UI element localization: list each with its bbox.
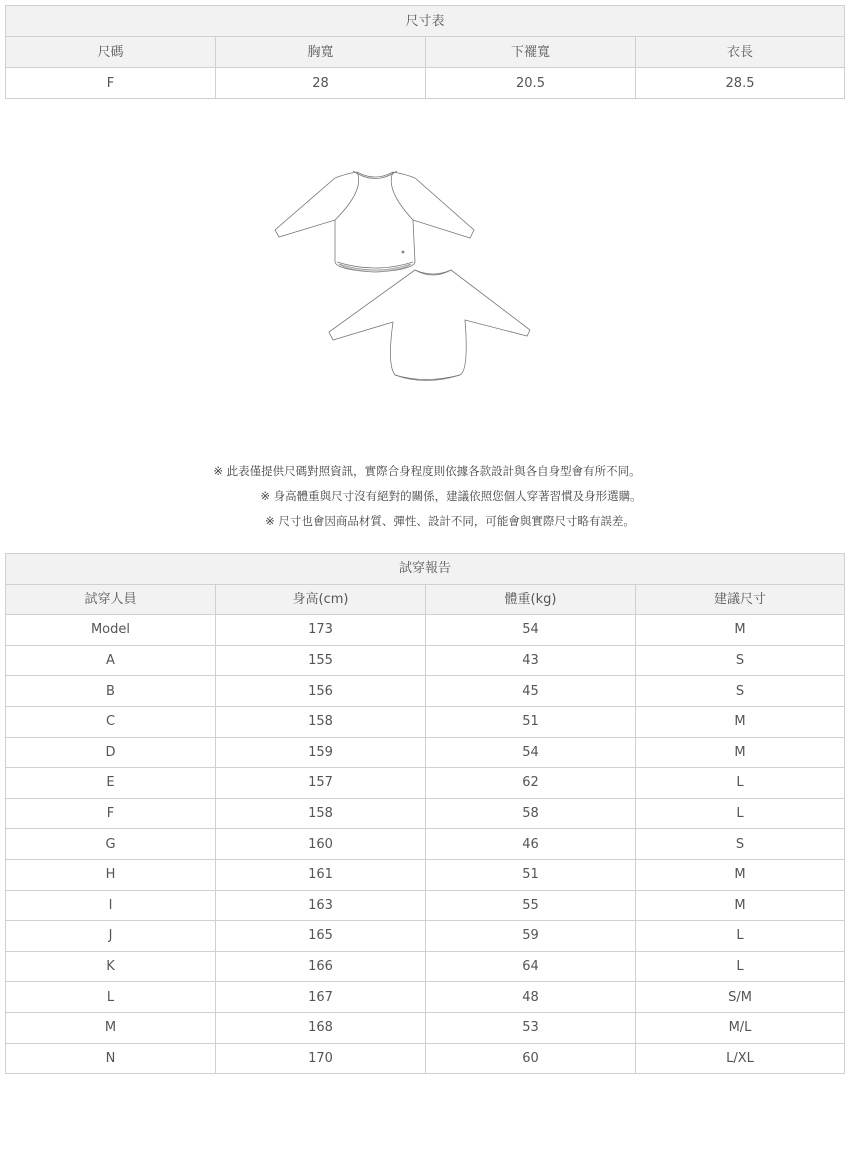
weight-cell: 51: [426, 706, 636, 737]
height-cell: 156: [216, 676, 426, 707]
suggested-size-cell: M: [636, 706, 845, 737]
weight-cell: 54: [426, 615, 636, 646]
weight-cell: 43: [426, 645, 636, 676]
size-cell: F: [6, 68, 216, 99]
weight-cell: 62: [426, 768, 636, 799]
table-row: [6, 676, 845, 707]
suggested-size-cell: M: [636, 859, 845, 890]
height-cell: 167: [216, 982, 426, 1013]
tester-name-cell: A: [6, 645, 216, 676]
weight-cell: 54: [426, 737, 636, 768]
table-row: [6, 706, 845, 737]
suggested-size-cell: S: [636, 829, 845, 860]
suggested-size-cell: L: [636, 768, 845, 799]
tester-name-cell: L: [6, 982, 216, 1013]
note-line: ※ 身高體重與尺寸沒有絕對的關係，建議依照您個人穿著習慣及身形選購。: [260, 489, 642, 503]
chest-width-cell: 28: [216, 68, 426, 99]
front-garment-sketch: [275, 171, 474, 272]
tester-name-cell: C: [6, 706, 216, 737]
height-cell: 155: [216, 645, 426, 676]
tester-name-cell: Model: [6, 615, 216, 646]
length-cell: 28.5: [636, 68, 845, 99]
weight-cell: 59: [426, 921, 636, 952]
height-cell: 159: [216, 737, 426, 768]
table-row: [6, 859, 845, 890]
suggested-size-cell: S: [636, 676, 845, 707]
tester-name-cell: B: [6, 676, 216, 707]
height-cell: 157: [216, 768, 426, 799]
table-row: [6, 68, 845, 99]
weight-cell: 48: [426, 982, 636, 1013]
tester-name-cell: K: [6, 951, 216, 982]
tester-name-cell: M: [6, 1012, 216, 1043]
weight-cell: 45: [426, 676, 636, 707]
suggested-size-cell: S: [636, 645, 845, 676]
suggested-size-cell: L/XL: [636, 1043, 845, 1074]
fitting-report-title: 試穿報告: [6, 554, 845, 585]
size-chart-title: 尺寸表: [6, 6, 845, 37]
tester-name-cell: F: [6, 798, 216, 829]
height-cell: 166: [216, 951, 426, 982]
fitting-report-header: 試穿人員: [6, 584, 216, 615]
table-row: [6, 768, 845, 799]
height-cell: 161: [216, 859, 426, 890]
height-cell: 170: [216, 1043, 426, 1074]
fitting-report-body: [6, 615, 845, 1074]
garment-sketch-image: [265, 150, 545, 390]
suggested-size-cell: L: [636, 951, 845, 982]
table-row: [6, 890, 845, 921]
fitting-report-title-row: [6, 554, 845, 585]
weight-cell: 60: [426, 1043, 636, 1074]
size-chart-header: 下襬寬: [426, 37, 636, 68]
weight-cell: 55: [426, 890, 636, 921]
tester-name-cell: E: [6, 768, 216, 799]
height-cell: 168: [216, 1012, 426, 1043]
size-chart-header-row: [6, 37, 845, 68]
height-cell: 173: [216, 615, 426, 646]
suggested-size-cell: L: [636, 798, 845, 829]
fitting-report-header: 建議尺寸: [636, 584, 845, 615]
height-cell: 160: [216, 829, 426, 860]
note-line: ※ 尺寸也會因商品材質、彈性、設計不同，可能會與實際尺寸略有誤差。: [265, 514, 635, 528]
weight-cell: 58: [426, 798, 636, 829]
table-row: [6, 1012, 845, 1043]
weight-cell: 51: [426, 859, 636, 890]
table-row: [6, 615, 845, 646]
table-row: [6, 921, 845, 952]
table-row: [6, 829, 845, 860]
fitting-report-header: 身高(cm): [216, 584, 426, 615]
height-cell: 163: [216, 890, 426, 921]
fitting-report-table: [5, 553, 845, 1074]
size-chart-title-row: [6, 6, 845, 37]
height-cell: 165: [216, 921, 426, 952]
size-chart-header: 尺碼: [6, 37, 216, 68]
suggested-size-cell: M: [636, 890, 845, 921]
weight-cell: 64: [426, 951, 636, 982]
tester-name-cell: D: [6, 737, 216, 768]
table-row: [6, 951, 845, 982]
height-cell: 158: [216, 706, 426, 737]
hem-width-cell: 20.5: [426, 68, 636, 99]
weight-cell: 46: [426, 829, 636, 860]
fitting-report-header-row: [6, 584, 845, 615]
table-row: [6, 1043, 845, 1074]
suggested-size-cell: S/M: [636, 982, 845, 1013]
table-row: [6, 737, 845, 768]
size-chart-header: 衣長: [636, 37, 845, 68]
weight-cell: 53: [426, 1012, 636, 1043]
fitting-report-header: 體重(kg): [426, 584, 636, 615]
size-chart-table: [5, 5, 845, 99]
tester-name-cell: J: [6, 921, 216, 952]
tester-name-cell: H: [6, 859, 216, 890]
note-line: ※ 此表僅提供尺碼對照資訊，實際合身程度則依據各款設計與各自身型會有所不同。: [213, 464, 641, 478]
tester-name-cell: I: [6, 890, 216, 921]
height-cell: 158: [216, 798, 426, 829]
table-row: [6, 798, 845, 829]
suggested-size-cell: M/L: [636, 1012, 845, 1043]
tester-name-cell: N: [6, 1043, 216, 1074]
suggested-size-cell: M: [636, 737, 845, 768]
tester-name-cell: G: [6, 829, 216, 860]
suggested-size-cell: M: [636, 615, 845, 646]
size-chart-header: 胸寬: [216, 37, 426, 68]
suggested-size-cell: L: [636, 921, 845, 952]
table-row: [6, 982, 845, 1013]
back-garment-sketch: [329, 270, 530, 381]
table-row: [6, 645, 845, 676]
